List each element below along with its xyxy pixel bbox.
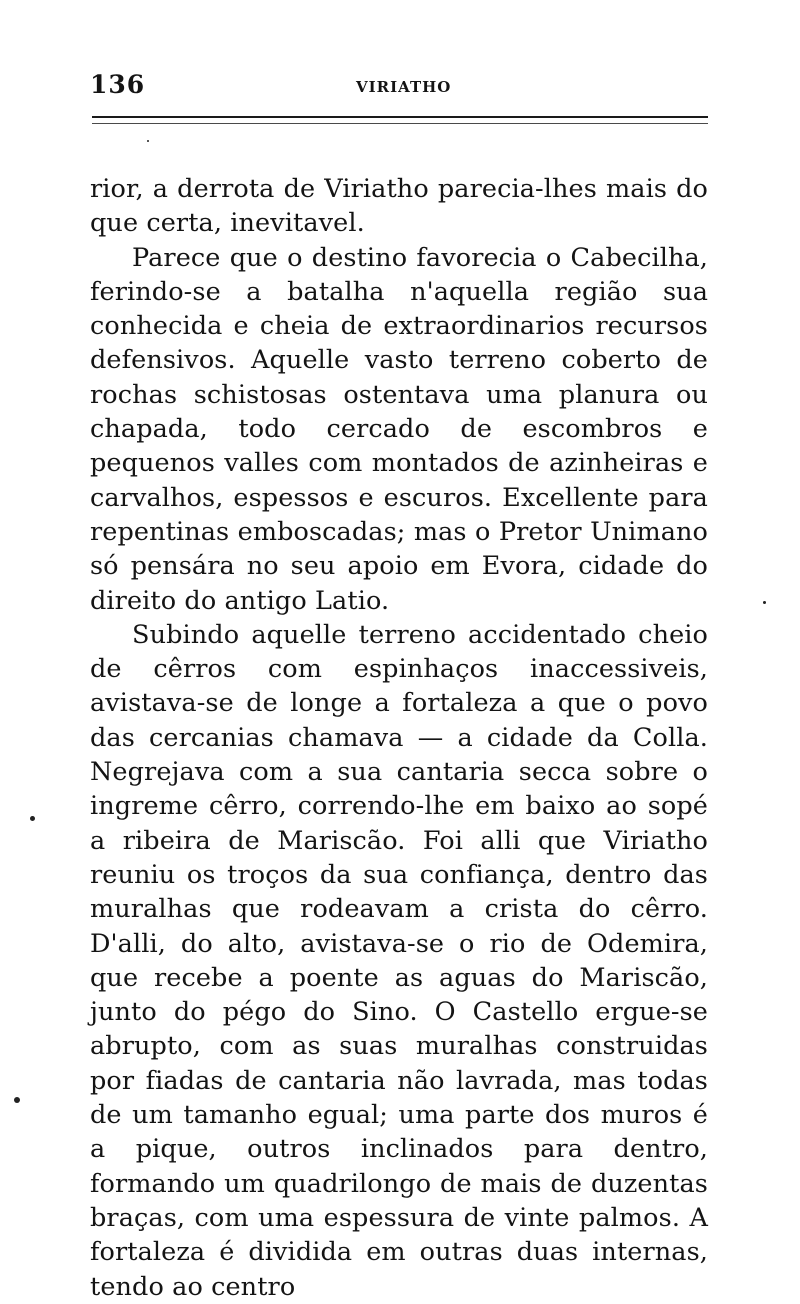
- paragraph: Parece que o destino favorecia o Cabecilha, ferindo-se a batalha n'aquella região sua conhecida e cheia de extraordinarios recursos defensivos. Aquelle vasto terreno coberto de rochas schistosas ostentava uma planura ou chapada, todo cercado de escombros e pequenos valles com montados de azinheiras e carvalhos, espessos e escuros. Excellente para repentinas emboscadas; mas o Pretor Unimano só pensára no seu apoio em Evora, cidade do direito do antigo Latio.: [90, 242, 708, 616]
- paragraph: Subindo aquelle terreno accidentado cheio de cêrros com espinhaços inaccessiveis, avistava-se de longe a fortaleza a que o povo das cercanias chamava — a cidade da Colla. Negrejava com a sua cantaria secca sobre o ingreme cêrro, correndo-lhe em baixo ao sopé a ribeira de Mariscão. Foi alli que Viriatho reuniu os troços da sua confiança, dentro das muralhas que rodeavam a crista do cêrro. D'alli, do alto, avistava-se o rio de Odemira, que recebe a poente as aguas do Mariscão, junto do pégo do Sino. O Castello ergue-se abrupto, com as suas muralhas construidas por fiadas de cantaria não lavrada, mas todas de um tamanho egual; uma parte dos muros é a pique, outros inclinados para dentro, formando um quadrilongo de mais de duzentas braças, com uma espessura de vinte palmos. A fortaleza é dividida em outras duas internas, tendo ao centro: [90, 619, 708, 1302]
- running-head: [90, 66, 708, 106]
- running-title: VIRIATHO: [356, 78, 452, 96]
- page-number: 136: [90, 70, 146, 99]
- header-rule: [92, 116, 708, 118]
- print-speck: [147, 140, 149, 142]
- paragraph-continuation: rior, a derrota de Viriatho parecia-lhes mais do que certa, inevitavel.: [90, 174, 708, 239]
- body-text: [90, 172, 708, 1304]
- print-speck: [30, 816, 35, 821]
- print-speck: [14, 1097, 20, 1103]
- header-rule-thin: [92, 123, 708, 124]
- print-speck: [763, 601, 766, 604]
